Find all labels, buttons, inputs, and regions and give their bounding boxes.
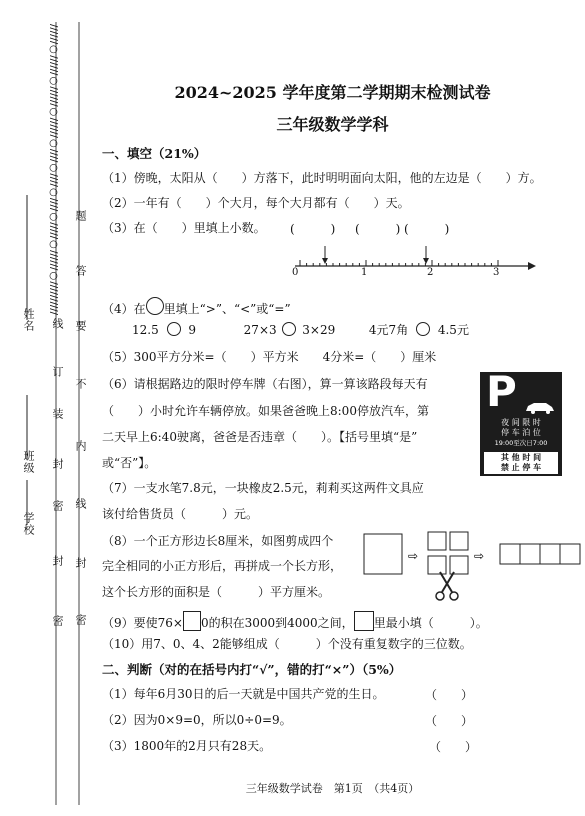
car-icon	[524, 400, 556, 414]
question-1-4	[102, 297, 291, 317]
q4-item: 4.5元	[437, 323, 469, 337]
question-1-6-line4: 或“否”】。	[102, 456, 157, 470]
sign-line: 禁 止 停 车	[500, 463, 542, 472]
page-footer: 三年级数学试卷 第1页 （共4页）	[245, 782, 420, 795]
seal-char: 密	[74, 614, 87, 626]
scissors-icon	[436, 572, 458, 600]
circle-blank[interactable]	[167, 322, 181, 336]
number-line	[290, 238, 540, 283]
sign-line: 19:00至次日7:00	[494, 439, 548, 447]
edge-char: 装	[51, 408, 64, 420]
tick-label-2: 2	[427, 267, 434, 278]
seal-char: 答	[74, 265, 87, 277]
parking-sign	[480, 367, 562, 476]
edge-char: 线	[51, 318, 64, 330]
seal-char: 题	[74, 210, 87, 222]
square-blank[interactable]	[183, 611, 201, 631]
q4-item: 9	[188, 323, 197, 337]
judge-1: （1）每年6月30日的后一天就是中国共产党的生日。	[102, 687, 385, 701]
tick-label-3: 3	[493, 267, 500, 278]
edge-char: 订	[51, 366, 64, 378]
edge-char: 密	[51, 500, 64, 512]
seal-char: 要	[74, 320, 87, 332]
question-1-3: （3）在（ ）里填上小数。	[102, 221, 266, 235]
section-2-heading: 二、判断（对的在括号内打“√”，错的打“×”）（5%）	[102, 662, 402, 677]
sign-line: 夜 间 限 时	[501, 418, 541, 427]
question-1-7-line1: （7）一支水笔7.8元，一块橡皮2.5元，莉莉买这两件文具应	[102, 481, 424, 495]
exam-title: 2024~2025 学年度第二学期期末检测试卷	[174, 83, 491, 102]
q3-paren-2: ( )	[355, 222, 401, 236]
school-label: 学校	[22, 512, 35, 536]
q4-item: 4元7角	[368, 323, 409, 337]
question-1-6-line1: （6）请根据路边的限时停车牌（右图），算一算该路段每天有	[102, 377, 428, 391]
q4-item: 12.5	[132, 323, 159, 337]
q4-text-b: 里填上“>”、“<”或“=”	[163, 302, 291, 316]
q4-item: 27×3	[243, 323, 277, 337]
question-1-2: （2）一年有（ ）个大月，每个大月都有（ ）天。	[102, 196, 410, 210]
square-blank[interactable]	[354, 611, 374, 631]
question-1-8-line1: （8）一个正方形边长8厘米，如图剪成四个	[102, 534, 334, 548]
tick-label-0: 0	[292, 267, 299, 278]
square-cut-diagram	[362, 528, 584, 604]
question-1-10: （10）用7、0、4、2能够组成（ ）个没有重复数字的三位数。	[102, 637, 472, 651]
question-1-8-line3: 这个长方形的面积是（ ）平方厘米。	[102, 585, 331, 599]
svg-text:⇨: ⇨	[474, 549, 485, 563]
sign-line: 停 车 泊 位	[501, 428, 541, 437]
question-1-1: （1）傍晚，太阳从（ ）方落下，此时明明面向太阳，他的左边是（ ）方。	[102, 171, 542, 185]
q9-text-b: 0的积在3000到4000之间，	[200, 616, 354, 630]
q3-paren-1: ( )	[290, 222, 336, 236]
exam-subtitle: 三年级数学学科	[276, 115, 389, 134]
edge-char: 封	[51, 458, 64, 470]
question-1-7-line2: 该付给售货员（ ）元。	[102, 507, 259, 521]
seal-char: 内	[74, 440, 87, 452]
question-1-9	[102, 611, 488, 631]
question-1-8-line2: 完全相同的小正方形后，再拼成一个长方形，	[102, 559, 343, 573]
judge-3-paren[interactable]: （ ）	[429, 740, 478, 754]
question-1-6-line3: 二天早上6:40驶离，爸爸是否违章（ ）。【括号里填“是”	[102, 430, 418, 444]
section-1-heading: 一、填空（21%）	[102, 146, 207, 161]
edge-char: 封	[51, 555, 64, 567]
class-label: 班级	[22, 450, 35, 474]
circle-blank[interactable]	[146, 297, 164, 315]
circle-blank[interactable]	[282, 322, 296, 336]
circle-blank[interactable]	[416, 322, 430, 336]
seal-char: 不	[74, 378, 87, 390]
judge-3: （3）1800年的2月只有28天。	[102, 739, 272, 753]
tick-label-1: 1	[361, 267, 368, 278]
judge-2-paren[interactable]: （ ）	[425, 714, 474, 728]
parking-letter: P	[486, 367, 517, 416]
q3-paren-3: ( )	[404, 222, 450, 236]
question-1-5: （5）300平方分米=（ ）平方米 4分米=（ ）厘米	[102, 350, 437, 364]
q4-item: 3×29	[302, 323, 336, 337]
seal-char: 线	[74, 498, 87, 510]
q9-text-a: （9）要使76×	[102, 616, 183, 630]
question-1-6-line2: （ ）小时允许车辆停放。如果爸爸晚上8:00停放汽车，第	[102, 404, 429, 418]
sign-line: 其 他 时 间	[500, 453, 542, 462]
name-label: 姓名	[22, 308, 35, 332]
judge-2: （2）因为0×9=0，所以0÷0=9。	[102, 713, 292, 727]
q4-text-a: （4）在	[102, 302, 146, 316]
svg-text:⇨: ⇨	[408, 549, 419, 563]
judge-1-paren[interactable]: （ ）	[425, 688, 474, 702]
seal-char: 封	[74, 557, 87, 569]
edge-char: 密	[51, 615, 64, 627]
q9-text-c: 里最小填（ ）。	[373, 616, 488, 630]
q4-items	[132, 322, 469, 338]
dash-col-left: //////○//////○//////○//////○////○////○////○/////○//////○//////////	[48, 24, 59, 316]
